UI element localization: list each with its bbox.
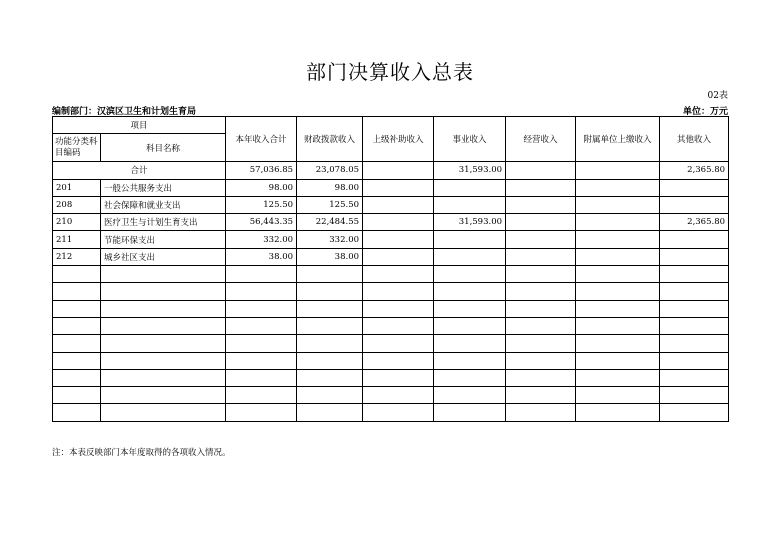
empty-cell [434, 317, 506, 334]
value-cell [506, 196, 576, 213]
value-cell [660, 231, 729, 248]
value-cell [363, 248, 434, 265]
value-cell [363, 231, 434, 248]
empty-cell [576, 404, 660, 421]
subject-name-cell: 城乡社区支出 [101, 248, 226, 265]
empty-cell [101, 404, 226, 421]
empty-cell [226, 404, 297, 421]
empty-cell [101, 335, 226, 352]
empty-cell [297, 404, 363, 421]
subject-name-cell: 社会保障和就业支出 [101, 196, 226, 213]
empty-cell [660, 317, 729, 334]
empty-cell [434, 404, 506, 421]
value-cell [576, 214, 660, 231]
func-code-cell: 211 [53, 231, 101, 248]
empty-cell [434, 300, 506, 317]
empty-cell [576, 317, 660, 334]
empty-cell [53, 335, 101, 352]
empty-cell [363, 317, 434, 334]
empty-cell [506, 387, 576, 404]
empty-cell [226, 283, 297, 300]
empty-cell [101, 317, 226, 334]
value-cell: 125.50 [226, 196, 297, 213]
empty-cell [101, 369, 226, 386]
value-cell: 38.00 [226, 248, 297, 265]
empty-cell [506, 335, 576, 352]
table-row-empty [53, 335, 729, 352]
empty-cell [226, 369, 297, 386]
empty-cell [101, 300, 226, 317]
header-subject-name: 科目名称 [101, 134, 226, 162]
empty-cell [576, 335, 660, 352]
header-col-superior: 上级补助收入 [363, 117, 434, 162]
subject-name-cell: 节能环保支出 [101, 231, 226, 248]
empty-cell [434, 335, 506, 352]
value-cell [434, 231, 506, 248]
empty-cell [363, 300, 434, 317]
value-cell [576, 248, 660, 265]
header-col-affiliated: 附属单位上缴收入 [576, 117, 660, 162]
income-summary-table [52, 116, 729, 422]
empty-cell [226, 266, 297, 283]
table-row [53, 179, 729, 196]
empty-cell [53, 266, 101, 283]
empty-cell [576, 300, 660, 317]
table-row [53, 196, 729, 213]
empty-cell [297, 352, 363, 369]
empty-cell [576, 266, 660, 283]
total-value: 2,365.80 [660, 162, 729, 179]
empty-cell [297, 369, 363, 386]
table-row [53, 231, 729, 248]
empty-cell [53, 404, 101, 421]
empty-cell [506, 352, 576, 369]
empty-cell [660, 352, 729, 369]
value-cell [660, 196, 729, 213]
empty-cell [576, 283, 660, 300]
empty-cell [226, 352, 297, 369]
empty-cell [506, 317, 576, 334]
table-row-empty [53, 266, 729, 283]
header-col-other: 其他收入 [660, 117, 729, 162]
empty-cell [226, 387, 297, 404]
value-cell: 31,593.00 [434, 214, 506, 231]
empty-cell [363, 404, 434, 421]
empty-cell [101, 387, 226, 404]
header-item: 项目 [53, 117, 226, 134]
empty-cell [363, 283, 434, 300]
total-value [576, 162, 660, 179]
empty-cell [53, 300, 101, 317]
value-cell [434, 179, 506, 196]
func-code-cell: 212 [53, 248, 101, 265]
empty-cell [506, 404, 576, 421]
total-value: 31,593.00 [434, 162, 506, 179]
empty-cell [226, 335, 297, 352]
empty-cell [576, 352, 660, 369]
table-row-total [53, 162, 729, 179]
empty-cell [576, 387, 660, 404]
func-code-cell: 208 [53, 196, 101, 213]
value-cell [434, 248, 506, 265]
empty-cell [434, 283, 506, 300]
func-code-cell: 210 [53, 214, 101, 231]
empty-cell [53, 317, 101, 334]
value-cell [660, 179, 729, 196]
subject-name-cell: 医疗卫生与计划生育支出 [101, 214, 226, 231]
empty-cell [660, 369, 729, 386]
empty-cell [660, 404, 729, 421]
func-code-cell: 201 [53, 179, 101, 196]
value-cell: 98.00 [297, 179, 363, 196]
empty-cell [297, 317, 363, 334]
value-cell: 22,484.55 [297, 214, 363, 231]
total-value [363, 162, 434, 179]
empty-cell [297, 387, 363, 404]
empty-cell [434, 352, 506, 369]
subject-name-cell: 一般公共服务支出 [101, 179, 226, 196]
value-cell [363, 196, 434, 213]
value-cell [506, 214, 576, 231]
empty-cell [297, 335, 363, 352]
empty-cell [297, 300, 363, 317]
empty-cell [434, 387, 506, 404]
empty-cell [363, 387, 434, 404]
empty-cell [101, 352, 226, 369]
value-cell: 98.00 [226, 179, 297, 196]
empty-cell [660, 387, 729, 404]
empty-cell [434, 266, 506, 283]
value-cell: 332.00 [226, 231, 297, 248]
empty-cell [363, 352, 434, 369]
table-row-empty [53, 352, 729, 369]
value-cell [576, 231, 660, 248]
unit-label: 单位：万元 [682, 107, 728, 117]
footnote: 注：本表反映部门本年度取得的各项收入情况。 [52, 448, 231, 458]
empty-cell [53, 283, 101, 300]
value-cell: 56,443.35 [226, 214, 297, 231]
empty-cell [506, 283, 576, 300]
empty-cell [506, 369, 576, 386]
empty-cell [363, 369, 434, 386]
table-row-empty [53, 369, 729, 386]
value-cell [506, 231, 576, 248]
empty-cell [53, 387, 101, 404]
total-value: 23,078.05 [297, 162, 363, 179]
empty-cell [101, 266, 226, 283]
value-cell: 38.00 [297, 248, 363, 265]
empty-cell [363, 266, 434, 283]
empty-cell [226, 300, 297, 317]
value-cell [576, 179, 660, 196]
empty-cell [576, 369, 660, 386]
empty-cell [297, 283, 363, 300]
total-label: 合计 [53, 162, 226, 179]
empty-cell [660, 266, 729, 283]
empty-cell [53, 352, 101, 369]
empty-cell [506, 300, 576, 317]
empty-cell [363, 335, 434, 352]
table-row-empty [53, 317, 729, 334]
table-row-empty [53, 300, 729, 317]
empty-cell [660, 283, 729, 300]
header-col-total: 本年收入合计 [226, 117, 297, 162]
total-value [506, 162, 576, 179]
header-col-business: 事业收入 [434, 117, 506, 162]
empty-cell [297, 266, 363, 283]
table-row-empty [53, 387, 729, 404]
table-row-empty [53, 283, 729, 300]
empty-cell [506, 266, 576, 283]
value-cell [660, 248, 729, 265]
value-cell [506, 179, 576, 196]
total-value: 57,036.85 [226, 162, 297, 179]
table-row-empty [53, 404, 729, 421]
empty-cell [53, 369, 101, 386]
form-number: 02表 [707, 91, 728, 101]
value-cell: 125.50 [297, 196, 363, 213]
empty-cell [660, 335, 729, 352]
value-cell [434, 196, 506, 213]
header-col-fiscal: 财政拨款收入 [297, 117, 363, 162]
value-cell [363, 214, 434, 231]
empty-cell [226, 317, 297, 334]
table-row [53, 248, 729, 265]
department-label: 编制部门：汉滨区卫生和计划生育局 [52, 107, 197, 117]
header-func-code: 功能分类科目编码 [53, 134, 101, 162]
empty-cell [660, 300, 729, 317]
table-row [53, 214, 729, 231]
page-title: 部门决算收入总表 [306, 60, 474, 84]
value-cell: 2,365.80 [660, 214, 729, 231]
value-cell [576, 196, 660, 213]
value-cell [363, 179, 434, 196]
value-cell: 332.00 [297, 231, 363, 248]
value-cell [506, 248, 576, 265]
empty-cell [434, 369, 506, 386]
header-col-operating: 经营收入 [506, 117, 576, 162]
empty-cell [101, 283, 226, 300]
